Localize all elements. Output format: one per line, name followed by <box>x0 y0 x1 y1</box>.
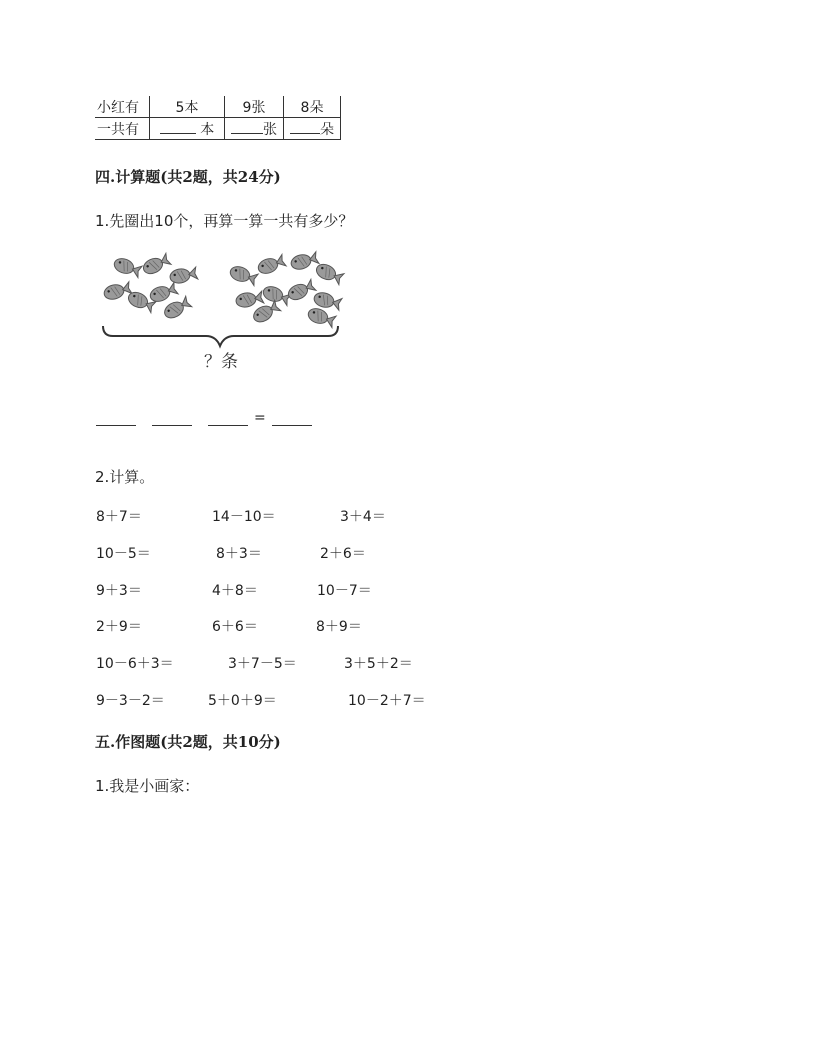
row-label: 一共有 <box>95 118 150 140</box>
calc-item: 9＋3＝ <box>96 583 142 599</box>
calc-item: 6＋6＝ <box>212 619 258 635</box>
answer-blank[interactable] <box>231 119 263 134</box>
fish-illustration <box>98 244 348 379</box>
figure-label: ？条 <box>204 352 238 372</box>
calc-item: 5＋0＋9＝ <box>208 693 277 709</box>
calc-item: 14－10＝ <box>212 509 276 525</box>
calc-item: 2＋6＝ <box>320 546 366 562</box>
unit-label: 朵 <box>320 121 334 138</box>
calc-item: 3＋5＋2＝ <box>344 656 413 672</box>
answer-blank[interactable] <box>152 425 192 426</box>
unit-label: 本 <box>200 121 215 138</box>
section-title: 四.计算题(共2题，共24分) <box>95 168 281 186</box>
equals-sign: = <box>254 410 266 426</box>
calc-item: 4＋8＝ <box>212 583 258 599</box>
fish-group-left <box>103 252 198 321</box>
table-cell: 9张 <box>225 96 284 118</box>
question-text: 1.先圈出10个，再算一算一共有多少？ <box>95 212 354 230</box>
row-label: 小红有 <box>95 96 150 118</box>
calc-item: 8＋9＝ <box>316 619 362 635</box>
brace-icon <box>103 326 338 346</box>
fish-group-right <box>228 251 344 329</box>
calc-item: 9－3－2＝ <box>96 693 165 709</box>
unit-label: 张 <box>263 121 277 138</box>
calc-item: 10－6＋3＝ <box>96 656 174 672</box>
calc-item: 10－5＝ <box>96 546 151 562</box>
table-cell: 5本 <box>150 96 225 118</box>
answer-cell[interactable] <box>284 118 341 140</box>
fill-in-table <box>95 96 341 140</box>
table-cell: 8朵 <box>284 96 341 118</box>
answer-blank[interactable] <box>160 119 196 134</box>
calc-item: 3＋4＝ <box>340 509 386 525</box>
table-row <box>95 96 341 118</box>
calc-item: 10－7＝ <box>317 583 372 599</box>
calc-item: 10－2＋7＝ <box>348 693 426 709</box>
answer-blank[interactable] <box>272 425 312 426</box>
calc-item: 8＋3＝ <box>216 546 262 562</box>
question-text: 2.计算。 <box>95 468 155 486</box>
answer-blank[interactable] <box>290 119 320 134</box>
answer-blank[interactable] <box>208 425 248 426</box>
answer-cell[interactable] <box>225 118 284 140</box>
answer-blank[interactable] <box>96 425 136 426</box>
calc-item: 2＋9＝ <box>96 619 142 635</box>
answer-cell[interactable] <box>150 118 225 140</box>
question-text: 1.我是小画家： <box>95 777 200 795</box>
calc-item: 8＋7＝ <box>96 509 142 525</box>
table-row <box>95 118 341 140</box>
calc-item: 3＋7－5＝ <box>228 656 297 672</box>
section-title: 五.作图题(共2题，共10分) <box>95 733 281 751</box>
